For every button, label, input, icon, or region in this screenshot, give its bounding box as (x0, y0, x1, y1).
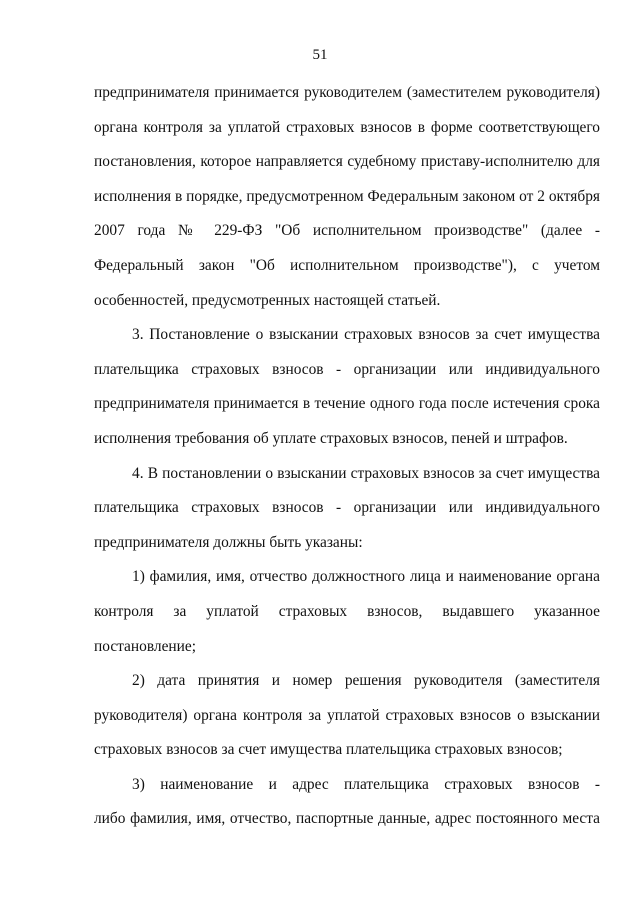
text-line: предпринимателя принимается руководителем (заместителем руководителя) (94, 84, 600, 101)
text-line: 4. В постановлении о взыскании страховых взносов за счет имущества (132, 464, 600, 482)
text-line: 2) дата принятия и номер решения руководителя (заместителя (132, 672, 600, 690)
text-line: страховых взносов за счет имущества плательщика страховых взносов; (94, 741, 563, 759)
text-line: предпринимателя принимается в течение одного года после истечения срока (94, 395, 600, 413)
text-line: 2007 года № 229-ФЗ "Об исполнительном производстве" (далее - (94, 222, 600, 240)
page-number: 51 (312, 47, 328, 63)
text-line: особенностей, предусмотренных настоящей статьей. (94, 291, 441, 309)
text-line: 3. Постановление о взыскании страховых взносов за счет имущества (132, 326, 600, 344)
text-line: 3) наименование и адрес плательщика страховых взносов - (132, 775, 600, 793)
text-line: руководителя) органа контроля за уплатой страховых взносов о взыскании (94, 706, 600, 724)
text-line: предпринимателя должны быть указаны: (94, 533, 363, 551)
text-line: 1) фамилия, имя, отчество должностного лица и наименование органа (132, 568, 600, 586)
text-line: Федеральный закон "Об исполнительном производстве"), с учетом (94, 256, 600, 274)
text-line: исполнения в порядке, предусмотренном Федеральным законом от 2 октября (94, 187, 600, 205)
text-line: плательщика страховых взносов - организации или индивидуального (94, 360, 600, 378)
text-line: исполнения требования об уплате страховых взносов, пеней и штрафов. (94, 429, 568, 447)
document-body (94, 76, 600, 837)
text-line: постановления, которое направляется судебному приставу-исполнителю для (94, 153, 600, 171)
text-line: постановление; (94, 637, 196, 655)
text-line: органа контроля за уплатой страховых взносов в форме соответствующего (94, 118, 600, 136)
text-line: либо фамилия, имя, отчество, паспортные данные, адрес постоянного места (94, 810, 600, 828)
text-line: контроля за уплатой страховых взносов, выдавшего указанное (94, 602, 600, 620)
text-line: плательщика страховых взносов - организации или индивидуального (94, 499, 600, 517)
